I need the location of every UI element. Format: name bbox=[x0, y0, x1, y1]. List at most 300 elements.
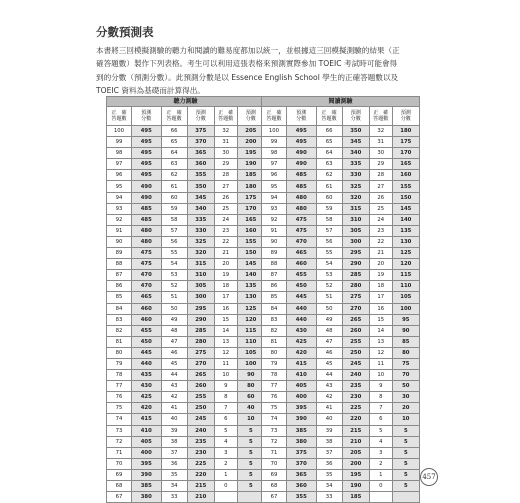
predicted-score-cell: 200 bbox=[342, 458, 369, 469]
predicted-score-cell: 10 bbox=[237, 414, 264, 425]
predicted-score-cell: 175 bbox=[237, 192, 264, 203]
correct-count-cell: 22 bbox=[369, 236, 392, 247]
column-header-correct: 正 確 答題數 bbox=[107, 107, 132, 126]
correct-count-cell: 15 bbox=[369, 314, 392, 325]
correct-count-cell: 29 bbox=[369, 159, 392, 170]
predicted-score-cell: 60 bbox=[237, 392, 264, 403]
table-row bbox=[262, 270, 420, 281]
predicted-score-cell: 260 bbox=[187, 381, 214, 392]
predicted-score-cell: 285 bbox=[187, 325, 214, 336]
predicted-score-cell: 470 bbox=[286, 236, 316, 247]
correct-count-cell: 42 bbox=[161, 392, 187, 403]
correct-count-cell: 55 bbox=[161, 248, 187, 259]
predicted-score-cell bbox=[392, 492, 419, 503]
correct-count-cell: 83 bbox=[262, 314, 287, 325]
correct-count-cell: 77 bbox=[262, 381, 287, 392]
correct-count-cell: 94 bbox=[262, 192, 287, 203]
predicted-score-cell: 180 bbox=[237, 181, 264, 192]
predicted-score-cell: 250 bbox=[342, 347, 369, 358]
correct-count-cell: 90 bbox=[107, 236, 132, 247]
table-row bbox=[262, 159, 420, 170]
correct-count-cell: 69 bbox=[262, 469, 287, 480]
predicted-score-cell: 465 bbox=[131, 292, 161, 303]
correct-count-cell: 82 bbox=[107, 325, 132, 336]
column-header-predicted: 預測 分數 bbox=[342, 107, 369, 126]
predicted-score-cell: 495 bbox=[131, 126, 161, 137]
predicted-score-cell: 150 bbox=[392, 192, 419, 203]
predicted-score-cell: 205 bbox=[342, 447, 369, 458]
correct-count-cell: 15 bbox=[214, 314, 237, 325]
correct-count-cell: 27 bbox=[369, 181, 392, 192]
predicted-score-cell: 385 bbox=[131, 481, 161, 492]
predicted-score-cell: 385 bbox=[286, 425, 316, 436]
correct-count-cell: 44 bbox=[161, 370, 187, 381]
predicted-score-cell: 255 bbox=[187, 392, 214, 403]
predicted-score-cell: 450 bbox=[286, 281, 316, 292]
predicted-score-cell: 210 bbox=[187, 492, 214, 503]
predicted-score-cell: 485 bbox=[286, 181, 316, 192]
column-header-predicted: 預測 分數 bbox=[286, 107, 316, 126]
table-header: 聽力測驗 bbox=[107, 97, 265, 107]
correct-count-cell: 95 bbox=[262, 181, 287, 192]
correct-count-cell: 91 bbox=[262, 225, 287, 236]
correct-count-cell: 12 bbox=[214, 347, 237, 358]
correct-count-cell: 52 bbox=[161, 281, 187, 292]
predicted-score-cell: 120 bbox=[392, 259, 419, 270]
predicted-score-cell: 115 bbox=[392, 270, 419, 281]
correct-count-cell: 37 bbox=[161, 447, 187, 458]
correct-count-cell: 43 bbox=[161, 381, 187, 392]
predicted-score-cell: 290 bbox=[342, 259, 369, 270]
predicted-score-cell: 80 bbox=[237, 381, 264, 392]
predicted-score-cell: 195 bbox=[342, 469, 369, 480]
table-row bbox=[107, 137, 265, 148]
predicted-score-cell: 80 bbox=[392, 347, 419, 358]
correct-count-cell: 31 bbox=[214, 137, 237, 148]
predicted-score-cell: 305 bbox=[342, 225, 369, 236]
predicted-score-cell: 335 bbox=[342, 159, 369, 170]
predicted-score-cell: 475 bbox=[131, 259, 161, 270]
correct-count-cell: 50 bbox=[316, 303, 342, 314]
correct-count-cell: 21 bbox=[369, 248, 392, 259]
predicted-score-cell: 390 bbox=[286, 414, 316, 425]
predicted-score-cell: 5 bbox=[392, 447, 419, 458]
correct-count-cell: 56 bbox=[161, 236, 187, 247]
correct-count-cell: 53 bbox=[161, 270, 187, 281]
predicted-score-cell: 225 bbox=[342, 403, 369, 414]
predicted-score-cell: 125 bbox=[237, 303, 264, 314]
correct-count-cell: 95 bbox=[107, 181, 132, 192]
correct-count-cell: 8 bbox=[214, 392, 237, 403]
correct-count-cell: 28 bbox=[214, 170, 237, 181]
column-header-correct: 正 確 答題數 bbox=[316, 107, 342, 126]
correct-count-cell: 84 bbox=[107, 303, 132, 314]
predicted-score-cell: 160 bbox=[392, 170, 419, 181]
predicted-score-cell: 380 bbox=[286, 436, 316, 447]
predicted-score-cell: 340 bbox=[342, 148, 369, 159]
predicted-score-cell: 255 bbox=[342, 336, 369, 347]
correct-count-cell: 13 bbox=[369, 336, 392, 347]
predicted-score-cell: 105 bbox=[392, 292, 419, 303]
table-row bbox=[107, 403, 265, 414]
correct-count-cell: 100 bbox=[262, 126, 287, 137]
table-row bbox=[107, 236, 265, 247]
correct-count-cell: 76 bbox=[107, 392, 132, 403]
table-row bbox=[107, 358, 265, 369]
predicted-score-cell: 70 bbox=[392, 370, 419, 381]
correct-count-cell: 75 bbox=[107, 403, 132, 414]
column-header-correct: 正 確 答題數 bbox=[161, 107, 187, 126]
table-row bbox=[107, 314, 265, 325]
correct-count-cell: 0 bbox=[214, 481, 237, 492]
predicted-score-cell: 355 bbox=[187, 170, 214, 181]
table-row bbox=[107, 148, 265, 159]
predicted-score-cell: 480 bbox=[131, 225, 161, 236]
intro-paragraph bbox=[96, 44, 426, 97]
predicted-score-cell: 165 bbox=[237, 214, 264, 225]
predicted-score-cell: 335 bbox=[187, 214, 214, 225]
table-row bbox=[262, 370, 420, 381]
predicted-score-cell: 190 bbox=[237, 159, 264, 170]
predicted-score-cell: 10 bbox=[392, 414, 419, 425]
correct-count-cell: 72 bbox=[262, 436, 287, 447]
correct-count-cell: 9 bbox=[369, 381, 392, 392]
correct-count-cell: 18 bbox=[369, 281, 392, 292]
predicted-score-cell: 360 bbox=[187, 159, 214, 170]
correct-count-cell: 76 bbox=[262, 392, 287, 403]
predicted-score-cell: 5 bbox=[237, 436, 264, 447]
page-title: 分數預測表 bbox=[96, 25, 154, 39]
correct-count-cell: 31 bbox=[369, 137, 392, 148]
correct-count-cell: 25 bbox=[214, 203, 237, 214]
predicted-score-cell: 315 bbox=[187, 259, 214, 270]
predicted-score-cell: 330 bbox=[187, 225, 214, 236]
predicted-score-cell: 340 bbox=[187, 203, 214, 214]
table-row bbox=[107, 303, 265, 314]
predicted-score-cell: 280 bbox=[342, 281, 369, 292]
predicted-score-cell: 410 bbox=[286, 370, 316, 381]
correct-count-cell: 60 bbox=[161, 192, 187, 203]
predicted-score-cell: 5 bbox=[237, 458, 264, 469]
table-row bbox=[107, 392, 265, 403]
correct-count-cell: 97 bbox=[262, 159, 287, 170]
correct-count-cell: 62 bbox=[316, 170, 342, 181]
correct-count-cell: 27 bbox=[214, 181, 237, 192]
table-row bbox=[107, 159, 265, 170]
predicted-score-cell: 245 bbox=[187, 414, 214, 425]
column-header-predicted: 預測 分數 bbox=[237, 107, 264, 126]
correct-count-cell: 38 bbox=[316, 436, 342, 447]
predicted-score-cell: 485 bbox=[286, 170, 316, 181]
table-row bbox=[262, 436, 420, 447]
correct-count-cell: 10 bbox=[369, 370, 392, 381]
correct-count-cell: 89 bbox=[107, 248, 132, 259]
correct-count-cell: 55 bbox=[316, 248, 342, 259]
correct-count-cell: 59 bbox=[316, 203, 342, 214]
correct-count-cell: 89 bbox=[262, 248, 287, 259]
correct-count-cell: 24 bbox=[214, 214, 237, 225]
predicted-score-cell: 425 bbox=[131, 392, 161, 403]
correct-count-cell: 38 bbox=[161, 436, 187, 447]
correct-count-cell: 53 bbox=[316, 270, 342, 281]
predicted-score-cell: 325 bbox=[187, 236, 214, 247]
predicted-score-cell: 280 bbox=[187, 336, 214, 347]
correct-count-cell: 87 bbox=[262, 270, 287, 281]
correct-count-cell: 60 bbox=[316, 192, 342, 203]
predicted-score-cell: 5 bbox=[392, 469, 419, 480]
predicted-score-cell: 455 bbox=[286, 270, 316, 281]
correct-count-cell: 74 bbox=[107, 414, 132, 425]
correct-count-cell: 81 bbox=[107, 336, 132, 347]
table-row bbox=[107, 181, 265, 192]
correct-count-cell: 48 bbox=[316, 325, 342, 336]
correct-count-cell: 51 bbox=[161, 292, 187, 303]
predicted-score-cell: 495 bbox=[131, 159, 161, 170]
page-number: 457 bbox=[420, 468, 438, 486]
correct-count-cell: 81 bbox=[262, 336, 287, 347]
correct-count-cell: 63 bbox=[161, 159, 187, 170]
predicted-score-cell: 485 bbox=[131, 203, 161, 214]
predicted-score-cell: 105 bbox=[237, 347, 264, 358]
predicted-score-cell: 240 bbox=[342, 370, 369, 381]
predicted-score-cell: 115 bbox=[237, 325, 264, 336]
predicted-score-cell: 265 bbox=[187, 370, 214, 381]
correct-count-cell bbox=[214, 492, 237, 503]
correct-count-cell: 79 bbox=[262, 358, 287, 369]
correct-count-cell: 71 bbox=[107, 447, 132, 458]
predicted-score-cell: 155 bbox=[392, 181, 419, 192]
table-row bbox=[262, 126, 420, 137]
correct-count-cell: 58 bbox=[316, 214, 342, 225]
table-row bbox=[107, 336, 265, 347]
predicted-score-cell: 125 bbox=[392, 248, 419, 259]
table-row bbox=[107, 203, 265, 214]
predicted-score-cell: 490 bbox=[131, 192, 161, 203]
predicted-score-cell: 485 bbox=[131, 214, 161, 225]
predicted-score-cell: 345 bbox=[342, 137, 369, 148]
predicted-score-cell: 180 bbox=[392, 126, 419, 137]
correct-count-cell: 2 bbox=[214, 458, 237, 469]
correct-count-cell: 46 bbox=[316, 347, 342, 358]
predicted-score-cell: 475 bbox=[286, 225, 316, 236]
correct-count-cell: 32 bbox=[369, 126, 392, 137]
predicted-score-cell: 270 bbox=[187, 358, 214, 369]
predicted-score-cell: 495 bbox=[286, 126, 316, 137]
predicted-score-cell: 165 bbox=[392, 159, 419, 170]
correct-count-cell: 65 bbox=[316, 137, 342, 148]
correct-count-cell: 99 bbox=[107, 137, 132, 148]
predicted-score-cell: 205 bbox=[237, 126, 264, 137]
predicted-score-cell: 50 bbox=[392, 381, 419, 392]
table-row bbox=[262, 492, 420, 503]
correct-count-cell: 14 bbox=[369, 325, 392, 336]
predicted-score-cell: 490 bbox=[286, 148, 316, 159]
predicted-score-cell: 470 bbox=[131, 270, 161, 281]
predicted-score-cell: 325 bbox=[342, 181, 369, 192]
predicted-score-cell: 320 bbox=[187, 248, 214, 259]
correct-count-cell: 17 bbox=[214, 292, 237, 303]
correct-count-cell: 92 bbox=[107, 214, 132, 225]
correct-count-cell: 20 bbox=[369, 259, 392, 270]
predicted-score-cell: 490 bbox=[131, 181, 161, 192]
table-row bbox=[107, 281, 265, 292]
correct-count-cell: 65 bbox=[161, 137, 187, 148]
table-row bbox=[107, 292, 265, 303]
correct-count-cell: 35 bbox=[161, 469, 187, 480]
predicted-score-cell: 145 bbox=[237, 259, 264, 270]
predicted-score-cell: 480 bbox=[286, 203, 316, 214]
predicted-score-cell: 460 bbox=[131, 314, 161, 325]
correct-count-cell: 56 bbox=[316, 236, 342, 247]
predicted-score-cell: 95 bbox=[392, 314, 419, 325]
table-row bbox=[262, 192, 420, 203]
predicted-score-cell: 260 bbox=[342, 325, 369, 336]
predicted-score-cell: 370 bbox=[187, 137, 214, 148]
predicted-score-cell: 300 bbox=[342, 236, 369, 247]
correct-count-cell: 93 bbox=[107, 203, 132, 214]
predicted-score-cell: 130 bbox=[237, 292, 264, 303]
predicted-score-cell: 140 bbox=[237, 270, 264, 281]
correct-count-cell: 4 bbox=[214, 436, 237, 447]
table-row bbox=[262, 214, 420, 225]
predicted-score-cell: 350 bbox=[187, 181, 214, 192]
intro-line: TOEIC 資料為基礎而計算得出。 bbox=[96, 85, 205, 95]
predicted-score-cell: 370 bbox=[286, 458, 316, 469]
predicted-score-cell: 405 bbox=[131, 436, 161, 447]
table-row bbox=[262, 469, 420, 480]
correct-count-cell: 67 bbox=[262, 492, 287, 503]
predicted-score-cell: 475 bbox=[286, 214, 316, 225]
predicted-score-cell: 375 bbox=[187, 126, 214, 137]
predicted-score-cell: 5 bbox=[237, 447, 264, 458]
correct-count-cell: 80 bbox=[107, 347, 132, 358]
correct-count-cell: 66 bbox=[316, 126, 342, 137]
correct-count-cell: 21 bbox=[214, 248, 237, 259]
predicted-score-cell: 135 bbox=[237, 281, 264, 292]
correct-count-cell: 70 bbox=[107, 458, 132, 469]
table-row bbox=[262, 381, 420, 392]
predicted-score-cell: 235 bbox=[342, 381, 369, 392]
table-row bbox=[107, 447, 265, 458]
table-row bbox=[107, 436, 265, 447]
correct-count-cell: 18 bbox=[214, 281, 237, 292]
predicted-score-cell: 110 bbox=[237, 336, 264, 347]
table-row bbox=[107, 259, 265, 270]
correct-count-cell: 93 bbox=[262, 203, 287, 214]
correct-count-cell: 41 bbox=[316, 403, 342, 414]
predicted-score-cell: 170 bbox=[392, 148, 419, 159]
correct-count-cell: 25 bbox=[369, 203, 392, 214]
predicted-score-cell: 495 bbox=[286, 137, 316, 148]
predicted-score-cell: 380 bbox=[131, 492, 161, 503]
correct-count-cell: 42 bbox=[316, 392, 342, 403]
correct-count-cell: 41 bbox=[161, 403, 187, 414]
predicted-score-cell: 440 bbox=[131, 358, 161, 369]
correct-count-cell: 68 bbox=[107, 481, 132, 492]
predicted-score-cell: 455 bbox=[131, 325, 161, 336]
correct-count-cell: 47 bbox=[316, 336, 342, 347]
predicted-score-cell: 215 bbox=[187, 481, 214, 492]
correct-count-cell: 2 bbox=[369, 458, 392, 469]
predicted-score-cell: 360 bbox=[286, 481, 316, 492]
predicted-score-cell: 75 bbox=[392, 358, 419, 369]
correct-count-cell: 52 bbox=[316, 281, 342, 292]
predicted-score-cell: 410 bbox=[131, 425, 161, 436]
predicted-score-cell: 390 bbox=[131, 469, 161, 480]
predicted-score-cell: 285 bbox=[342, 270, 369, 281]
correct-count-cell: 91 bbox=[107, 225, 132, 236]
correct-count-cell: 37 bbox=[316, 447, 342, 458]
correct-count-cell: 66 bbox=[161, 126, 187, 137]
correct-count-cell: 54 bbox=[161, 259, 187, 270]
correct-count-cell: 96 bbox=[107, 170, 132, 181]
correct-count-cell: 94 bbox=[107, 192, 132, 203]
correct-count-cell: 67 bbox=[107, 492, 132, 503]
intro-line: 確答題數）製作下列表格。考生可以利用這張表格來預測實際參加 TOEIC 考試時可能會得 bbox=[96, 59, 398, 69]
correct-count-cell: 70 bbox=[262, 458, 287, 469]
predicted-score-cell: 140 bbox=[392, 214, 419, 225]
table-row bbox=[107, 381, 265, 392]
predicted-score-cell: 475 bbox=[131, 248, 161, 259]
correct-count-cell: 88 bbox=[107, 259, 132, 270]
correct-count-cell: 48 bbox=[161, 325, 187, 336]
table-row bbox=[107, 214, 265, 225]
correct-count-cell: 16 bbox=[369, 303, 392, 314]
predicted-score-cell: 295 bbox=[187, 303, 214, 314]
correct-count-cell: 30 bbox=[369, 148, 392, 159]
predicted-score-cell: 275 bbox=[342, 292, 369, 303]
column-header-predicted: 預測 分數 bbox=[187, 107, 214, 126]
correct-count-cell: 87 bbox=[107, 270, 132, 281]
correct-count-cell: 36 bbox=[316, 458, 342, 469]
correct-count-cell: 7 bbox=[369, 403, 392, 414]
correct-count-cell: 79 bbox=[107, 358, 132, 369]
table-row bbox=[262, 303, 420, 314]
correct-count-cell: 100 bbox=[107, 126, 132, 137]
predicted-score-cell: 415 bbox=[131, 414, 161, 425]
correct-count-cell: 58 bbox=[161, 214, 187, 225]
predicted-score-cell: 225 bbox=[187, 458, 214, 469]
correct-count-cell: 4 bbox=[369, 436, 392, 447]
predicted-score-cell: 400 bbox=[286, 392, 316, 403]
predicted-score-cell: 320 bbox=[342, 192, 369, 203]
predicted-score-cell: 220 bbox=[187, 469, 214, 480]
predicted-score-cell: 310 bbox=[342, 214, 369, 225]
correct-count-cell: 1 bbox=[369, 469, 392, 480]
table-row bbox=[107, 458, 265, 469]
correct-count-cell: 40 bbox=[161, 414, 187, 425]
correct-count-cell: 6 bbox=[214, 414, 237, 425]
correct-count-cell: 16 bbox=[214, 303, 237, 314]
column-header-predicted: 預測 分數 bbox=[131, 107, 161, 126]
correct-count-cell: 72 bbox=[107, 436, 132, 447]
correct-count-cell: 14 bbox=[214, 325, 237, 336]
table-row bbox=[262, 181, 420, 192]
correct-count-cell: 7 bbox=[214, 403, 237, 414]
predicted-score-cell: 425 bbox=[286, 336, 316, 347]
correct-count-cell: 74 bbox=[262, 414, 287, 425]
predicted-score-cell: 460 bbox=[131, 303, 161, 314]
predicted-score-cell: 195 bbox=[237, 148, 264, 159]
predicted-score-cell: 430 bbox=[286, 325, 316, 336]
predicted-score-cell: 215 bbox=[342, 425, 369, 436]
table-row bbox=[262, 403, 420, 414]
correct-count-cell: 19 bbox=[214, 270, 237, 281]
table-row bbox=[262, 481, 420, 492]
table-row bbox=[107, 414, 265, 425]
predicted-score-cell: 40 bbox=[237, 403, 264, 414]
predicted-score-cell: 375 bbox=[286, 447, 316, 458]
